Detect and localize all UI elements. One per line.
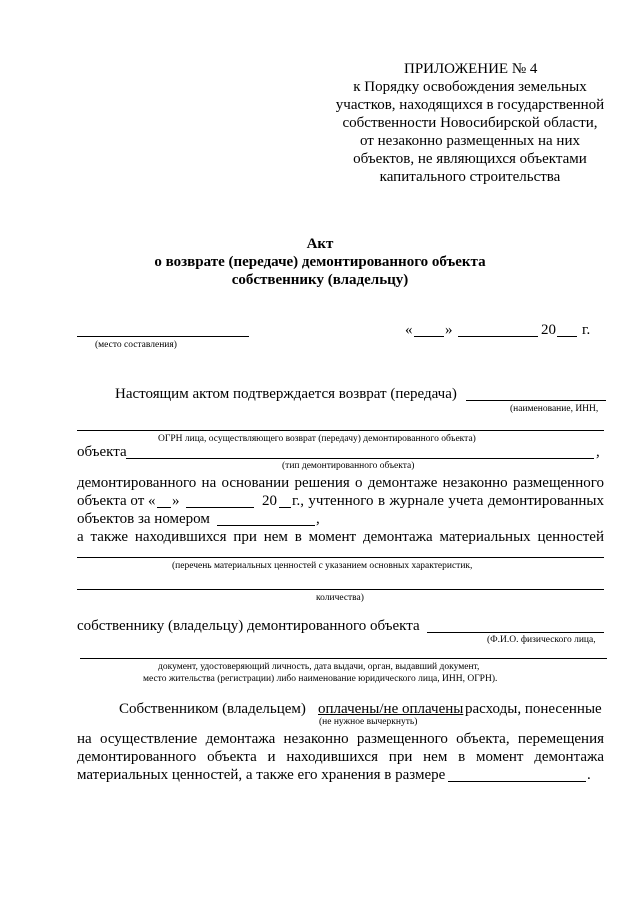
- appendix-line: капитального строительства: [379, 169, 561, 185]
- owner-caption: (Ф.И.О. физического лица,: [487, 635, 596, 645]
- appendix-line: объектов, не являющихся объектами: [353, 151, 587, 167]
- object-blank: [126, 458, 594, 459]
- owner-caption: место жительства (регистрации) либо наименование юридического лица, ИНН, ОГРН).: [143, 674, 498, 684]
- values-line-1: [77, 557, 604, 558]
- body-line: материальных ценностей, а также его хранения в размере: [77, 767, 446, 783]
- p1-lead: Настоящим актом подтверждается возврат (передача): [115, 386, 457, 402]
- body-line: объектов за номером: [77, 511, 210, 527]
- body-line: демонтированного на основании решения о демонтаже незаконно размещенного: [77, 475, 604, 491]
- owner-line-2: [80, 658, 607, 659]
- place-line: [77, 336, 249, 337]
- from-month-line: [186, 507, 254, 508]
- from-day-line: [157, 507, 171, 508]
- date-quote-close: »: [445, 322, 453, 338]
- body-line: на осуществление демонтажа незаконно размещенного объекта, перемещения: [77, 731, 604, 747]
- p1-blank: [466, 400, 606, 401]
- p1-line-2: [77, 430, 604, 431]
- date-year-suffix: г.: [582, 322, 591, 338]
- act-subtitle: о возврате (передаче) демонтированного объекта: [154, 254, 486, 270]
- amount-line: [448, 781, 586, 782]
- place-caption: (место составления): [95, 340, 177, 350]
- p1-caption: ОГРН лица, осуществляющего возврат (передачу) демонтированного объекта): [158, 434, 476, 444]
- owner-caption: документ, удостоверяющий личность, дата выдачи, орган, выдавший документ,: [158, 662, 480, 672]
- date-quote-open: «: [405, 322, 413, 338]
- appendix-title: ПРИЛОЖЕНИЕ № 4: [404, 61, 538, 77]
- p2-caption: (не нужное вычеркнуть): [319, 717, 418, 727]
- owner-blank: [427, 632, 604, 633]
- p1-caption: (наименование, ИНН,: [510, 404, 599, 414]
- body-line: демонтированного объекта и находившихся при нем в момент демонтажа: [77, 749, 604, 765]
- object-caption: (тип демонтированного объекта): [282, 461, 415, 471]
- act-subtitle: собственнику (владельцу): [231, 272, 409, 288]
- body-line: ,: [316, 511, 320, 527]
- p2-paid: оплачены/не оплачены: [318, 701, 464, 717]
- body-line: 20: [262, 493, 277, 509]
- date-month-line: [458, 336, 538, 337]
- body-line: а также находившихся при нем в момент демонтажа материальных ценностей: [77, 529, 604, 545]
- p2-text: расходы, понесенные: [465, 701, 602, 717]
- date-year-prefix: 20: [541, 322, 556, 338]
- act-title: Акт: [306, 236, 334, 252]
- appendix-line: собственности Новосибирской области,: [342, 115, 598, 131]
- body-line: объекта от «: [77, 493, 156, 509]
- values-caption: количества): [316, 593, 364, 603]
- date-year-line: [557, 336, 577, 337]
- appendix-line: от незаконно размещенных на них: [360, 133, 580, 149]
- owner-lead: собственнику (владельцу) демонтированного объекта: [77, 618, 420, 634]
- values-line-2: [77, 589, 604, 590]
- body-line: г., учтенного в журнале учета демонтированных: [292, 493, 604, 509]
- appendix-line: к Порядку освобождения земельных: [353, 79, 587, 95]
- appendix-line: участков, находящихся в государственной: [335, 97, 605, 113]
- object-word: объекта: [77, 444, 127, 460]
- body-line: »: [172, 493, 180, 509]
- number-line: [217, 525, 315, 526]
- object-comma: ,: [596, 444, 600, 460]
- body-line: .: [587, 767, 591, 783]
- p2-text: Собственником (владельцем): [119, 701, 306, 717]
- from-year-line: [279, 507, 291, 508]
- values-caption: (перечень материальных ценностей с указанием основных характеристик,: [172, 561, 473, 571]
- date-day-line: [414, 336, 444, 337]
